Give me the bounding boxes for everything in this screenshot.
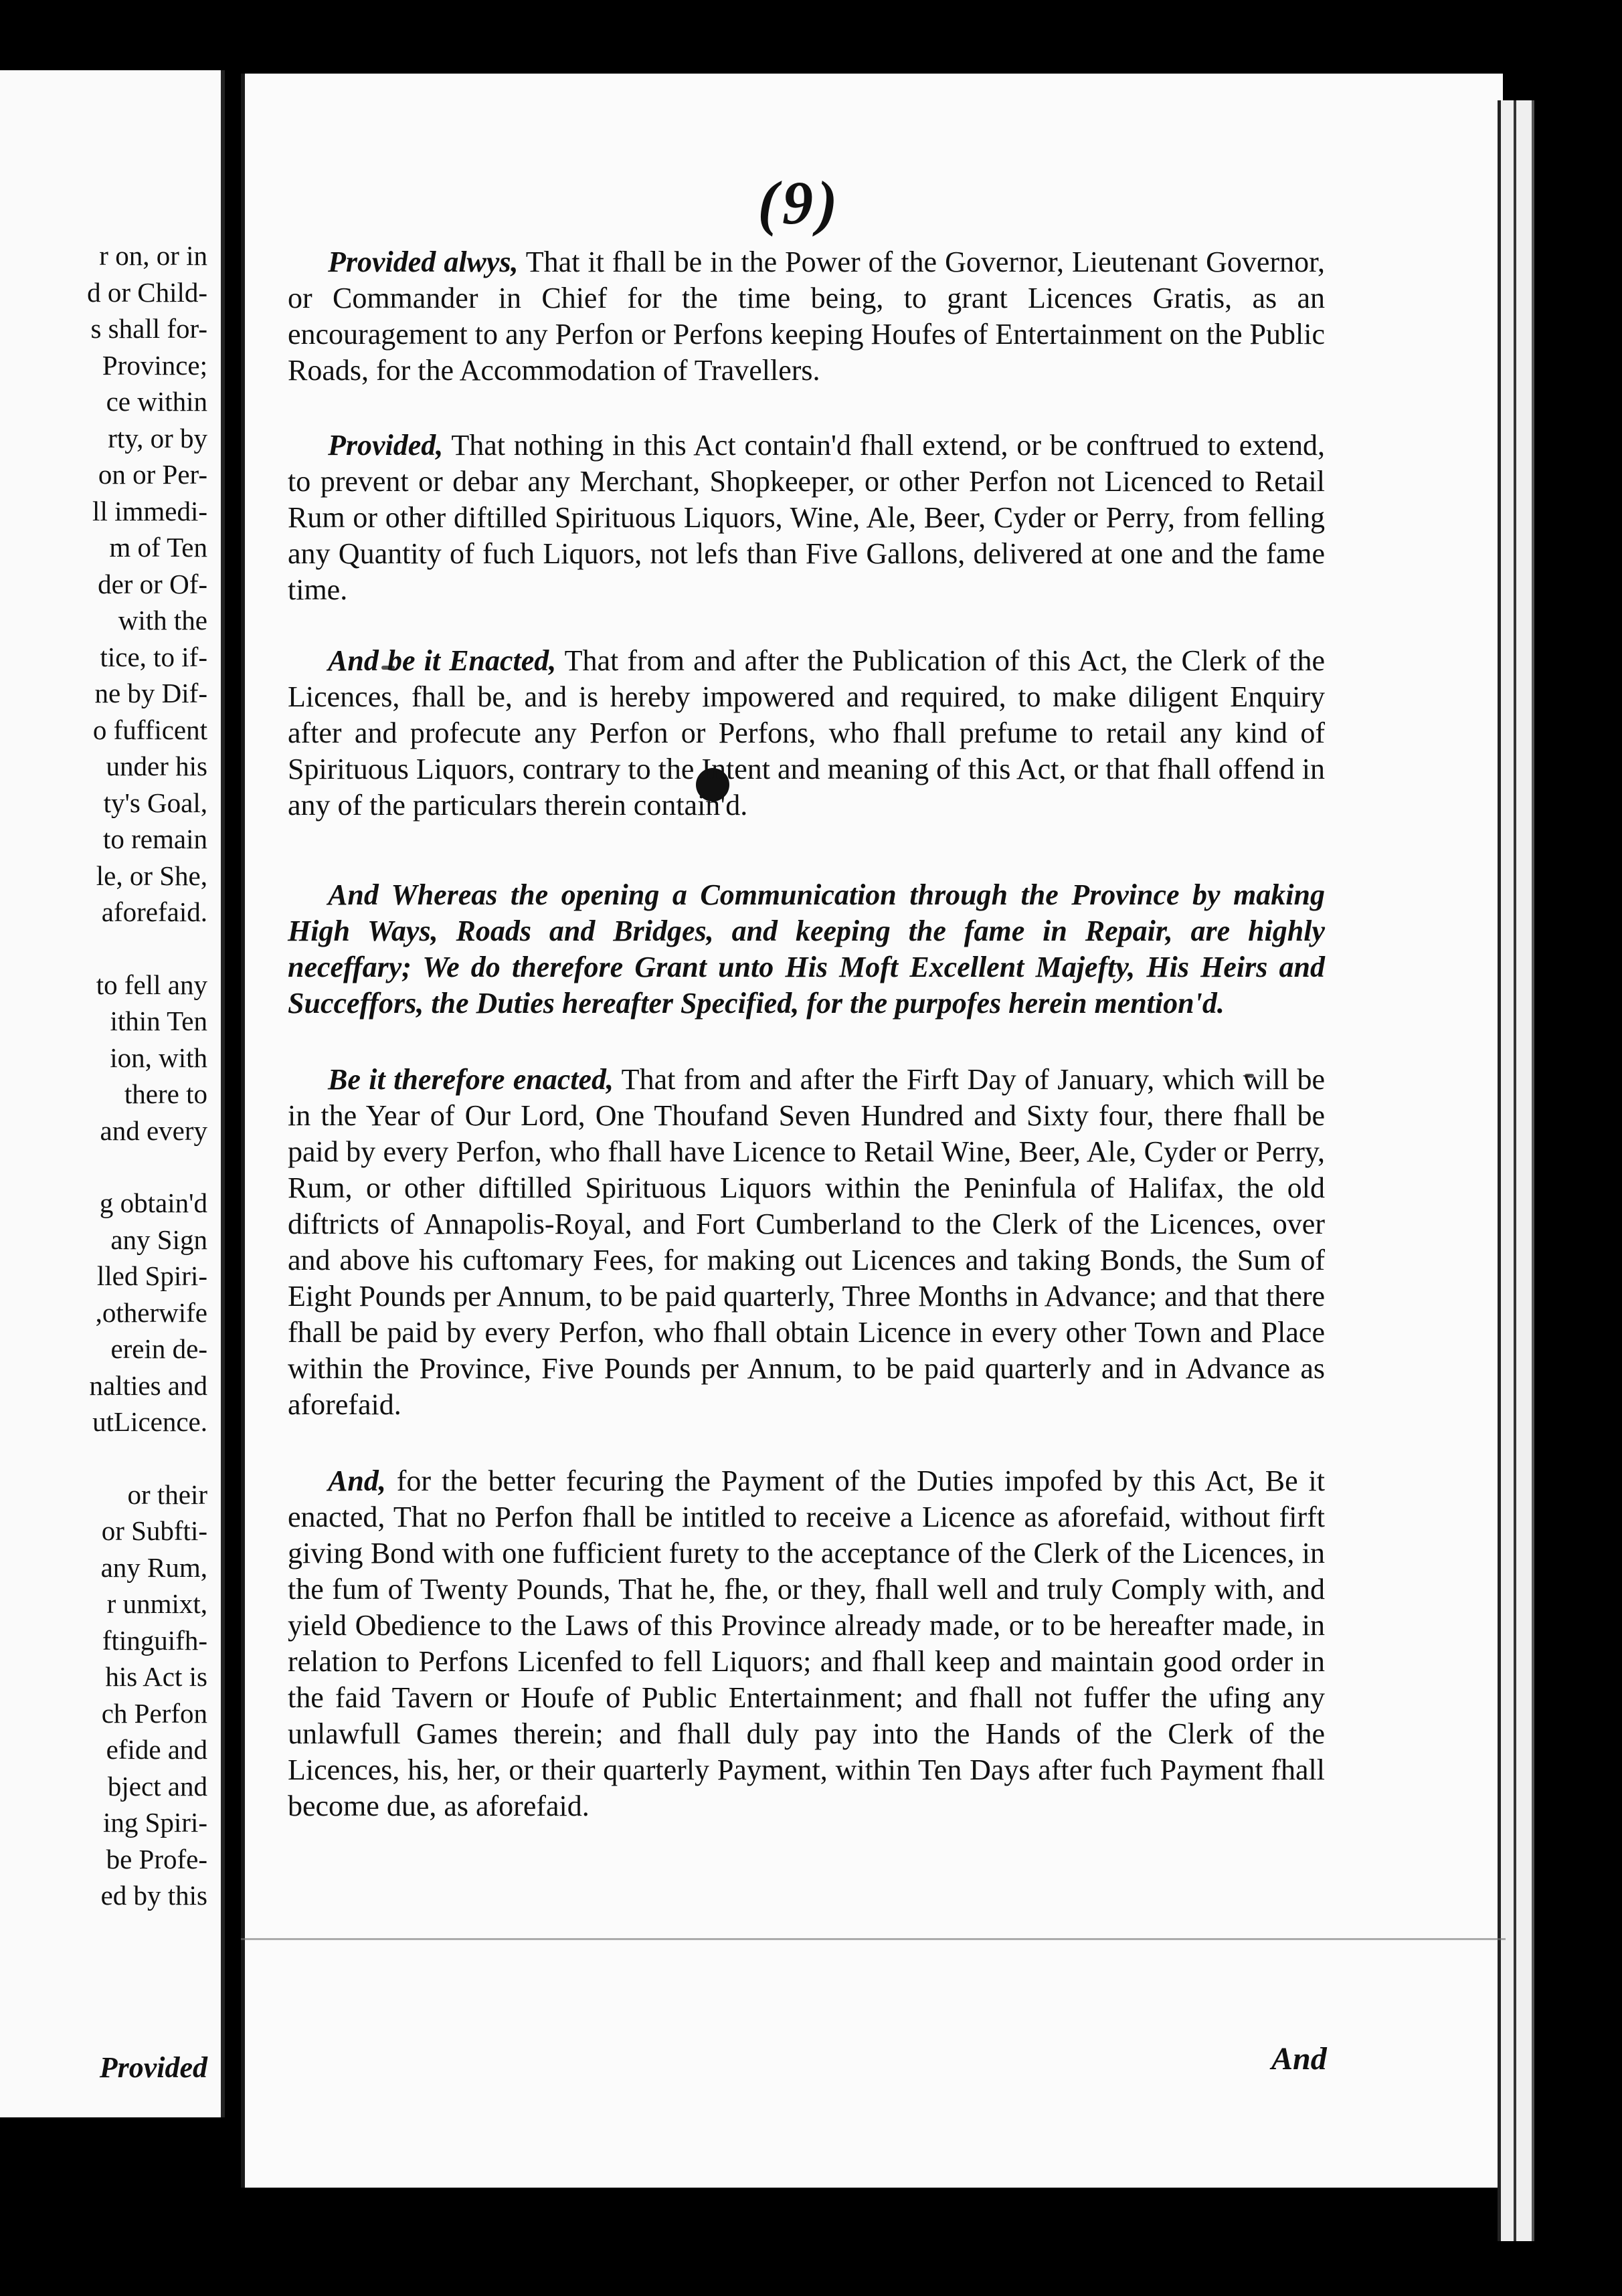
left-page-line: or Subfti- xyxy=(101,1515,207,1546)
left-page-line: bject and xyxy=(107,1770,207,1802)
page-edge-line xyxy=(1514,100,1516,2241)
line-gap xyxy=(0,931,207,967)
left-page-line: aforefaid. xyxy=(101,896,207,927)
left-page-line: efide and xyxy=(106,1734,207,1765)
left-page-line: ty's Goal, xyxy=(103,787,207,818)
left-page-line: m of Ten xyxy=(109,532,207,563)
left-page-line: Province; xyxy=(102,349,207,381)
left-page-text xyxy=(0,237,207,1914)
left-page-line: ithin Ten xyxy=(110,1006,207,1036)
left-page-line: ch Perfon xyxy=(101,1697,207,1729)
body-text xyxy=(288,244,1325,1824)
left-page-line: ftinguifh- xyxy=(102,1624,207,1656)
left-page-line: ed by this xyxy=(100,1880,207,1911)
left-page-line: d or Child- xyxy=(87,276,207,308)
left-page-line: with the xyxy=(118,605,207,636)
page-number: (9) xyxy=(757,169,842,237)
left-page-line: any Sign xyxy=(110,1224,207,1255)
left-page-line: or their xyxy=(127,1478,207,1510)
left-page-line: der or Of- xyxy=(98,568,207,599)
left-page-line: rty, or by xyxy=(108,422,207,454)
paragraph: And be it Enacted, That from and after the Publication of this Act, the Clerk of the Licences, fhall be, and is hereby impowered and required, to make diligent Enquiry after and profecute any Perfon or Perfons, who fhall prefume to retail any kind of Spirituous Liquors, contrary to the Intent and meaning of this Act, or that fhall offend in any of the particulars therein contain'd. xyxy=(288,644,1325,822)
left-page-line: o fufficent xyxy=(92,714,207,745)
left-page-line: nalties and xyxy=(89,1369,207,1401)
left-page-line: lled Spiri- xyxy=(96,1260,207,1291)
preamble-paragraph: And Whereas the opening a Communication through the Province by making High Ways, Roads and Bridges, and keeping the fame in Repair, are highly neceffary; We do therefore Grant unto His Moft Excellent Majefty, His Heirs and Succeffors, the Duties hereafter Specified, for the purpofes herein mention'd. xyxy=(288,878,1325,1020)
left-page-line: to fell any xyxy=(96,969,207,1000)
left-page-line: erein de- xyxy=(110,1333,207,1364)
left-page-line: tice, to if- xyxy=(100,641,207,672)
paragraph: And, for the better fecuring the Payment of the Duties impofed by this Act, Be it enacted, That no Perfon fhall be intitled to receive a Licence as aforefaid, without firft giving Bond with one fufficient furety to the acceptance of the Clerk of the Licences, in the fum of Twenty Pounds, That he, fhe, or they, fhall well and truly Comply with, and yield Obedience to the Laws of this Province already made, or to be hereafter made, in relation to Perfons Licenfed to fell Liquors; and fhall keep and maintain good order in the faid Tavern or Houfe of Public Entertainment; and fhall not fuffer the ufing any unlawfull Games therein; and fhall duly pay into the Hands of the Clerk of the Licences, his, her, or their quarterly Payment, within Ten Days after fuch Payment fhall become due, as aforefaid. xyxy=(288,1464,1325,1822)
left-page-line: ing Spiri- xyxy=(102,1807,207,1838)
left-page-line: there to xyxy=(124,1078,207,1109)
left-page-line: ce within xyxy=(106,386,207,417)
left-page-line: ll immedi- xyxy=(92,495,207,527)
left-page-line: le, or She, xyxy=(96,860,207,891)
left-page-line: s shall for- xyxy=(90,313,207,344)
paragraph: Be it therefore enacted, That from and after the Firft Day of January, which will be in the Year of Our Lord, One Thoufand Seven Hundred and Sixty four, there fhall be paid by every Perfon, who fhall have Licence to Retail Wine, Beer, Ale, Cyder or Perry, Rum, or other diftilled Spirituous Liquors within the Peninfula of Halifax, the old diftricts of Annapolis-Royal, and Fort Cumberland to the Clerk of the Licences, over and above his cuftomary Fees, for making out Licences and taking Bonds, the Sum of Eight Pounds per Annum, to be paid quarterly, Three Months in Advance; and that there fhall be paid by every Perfon, who fhall obtain Licence in every other Town and Place within the Province, Five Pounds per Annum, to be paid quarterly and in Advance as aforefaid. xyxy=(288,1063,1326,1421)
left-page-line: ion, with xyxy=(110,1042,207,1073)
left-page-line: his Act is xyxy=(105,1661,207,1692)
left-page-line: on or Per- xyxy=(98,459,207,490)
left-page-line: ne by Dif- xyxy=(94,678,207,708)
left-page-line: to remain xyxy=(103,824,207,854)
left-page-catchword: Provided xyxy=(99,2051,207,2084)
paragraph: Provided alwys, That it fhall be in the Power of the Governor, Lieutenant Governor, or Commander in Chief for the time being, to grant Licences Gratis, as an encouragement to any Perfon or Perfons keeping Houfes of Entertainment on the Public Roads, for the Accommodation of Travellers. xyxy=(288,246,1325,387)
catchword: And xyxy=(1271,2041,1327,2077)
scan-crease-line xyxy=(241,1938,1506,1940)
left-page-line: and every xyxy=(100,1115,207,1146)
line-gap xyxy=(0,1149,207,1185)
left-page-line: g obtain'd xyxy=(99,1187,207,1218)
paragraph: Provided, That nothing in this Act contain'd fhall extend, or be conftrued to extend, to prevent or debar any Merchant, Shopkeeper, or other Perfon not Licenced to Retail Rum or other diftilled Spirituous Liquors, Wine, Ale, Beer, Cyder or Perry, from felling any Quantity of fuch Liquors, not lefs than Five Gallons, delivered at one and the fame time. xyxy=(288,429,1325,606)
line-gap xyxy=(0,1440,207,1476)
left-page-line: r unmixt, xyxy=(106,1588,207,1619)
left-facing-page xyxy=(0,70,225,2117)
left-page-line: be Profe- xyxy=(106,1843,207,1875)
left-page-line: utLicence. xyxy=(92,1406,207,1437)
left-page-line: r on, or in xyxy=(99,240,207,271)
left-page-line: ,otherwife xyxy=(95,1297,207,1328)
left-page-line: any Rum, xyxy=(100,1551,207,1583)
left-page-line: under his xyxy=(106,751,207,781)
